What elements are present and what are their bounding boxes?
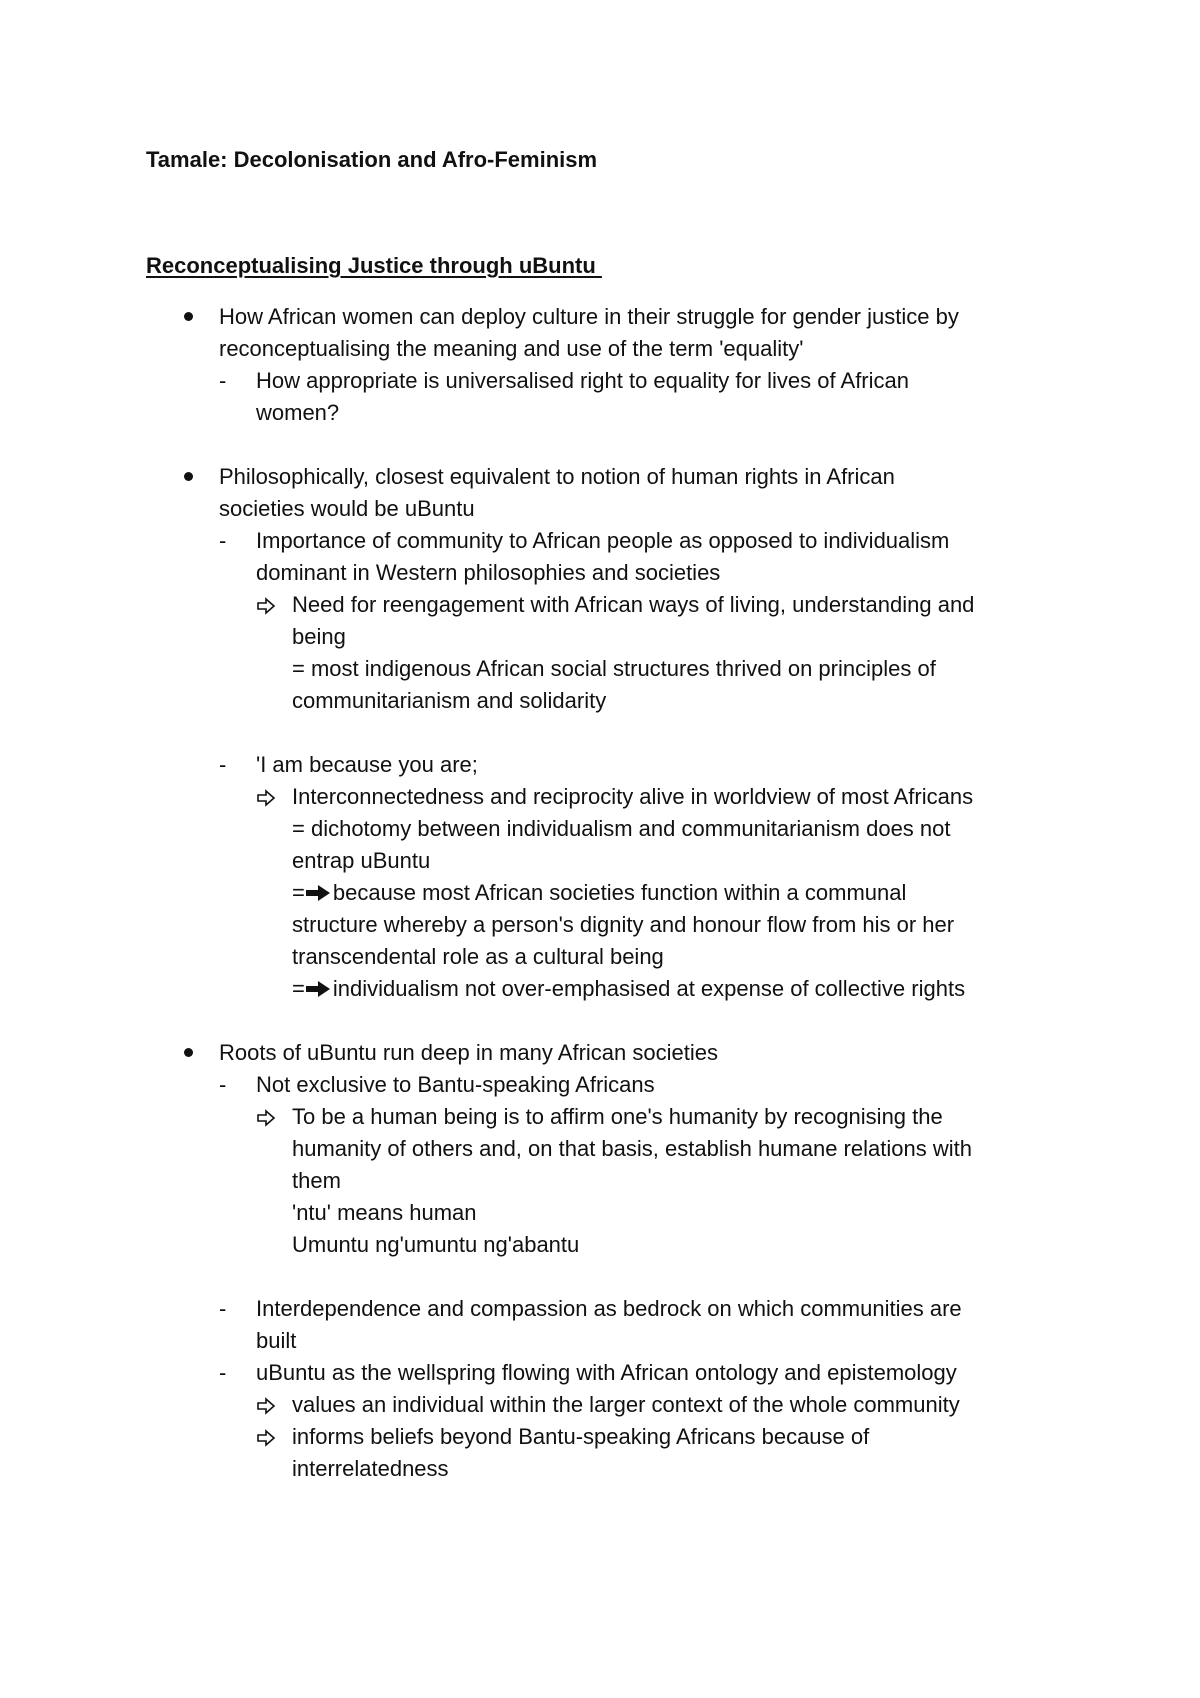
bullet-icon (184, 1048, 193, 1057)
bullet2-line1: Philosophically, closest equivalent to notion of human rights in African (219, 464, 895, 489)
bullet-icon (184, 312, 193, 321)
bullet2-dash1-line1: Importance of community to African people as opposed to individualism (256, 528, 950, 553)
equals-prefix: = (292, 880, 305, 905)
bullet2-dash2-arrow1-line5: structure whereby a person's dignity and honour flow from his or her (292, 912, 955, 937)
bullet1-line1: How African women can deploy culture in their struggle for gender justice by (219, 304, 959, 329)
bullet2-dash2-arrow1-line6: transcendental role as a cultural being (292, 944, 664, 969)
dash-marker: - (219, 1296, 227, 1321)
bullet3-dash1-arrow1-line2: humanity of others and, on that basis, establish humane relations with (292, 1136, 972, 1161)
bullet3-dash2-line2: built (256, 1328, 297, 1353)
bullet2-dash2-arrow1-line4: because most African societies function within a communal (332, 880, 907, 905)
bullet2-dash2-arrow1-line3: entrap uBuntu (292, 848, 431, 873)
bullet3-dash1-arrow1-line4: 'ntu' means human (292, 1200, 477, 1225)
outline-arrow-icon (256, 1397, 276, 1415)
document-title: Tamale: Decolonisation and Afro-Feminism (146, 147, 598, 172)
bullet2-dash2-arrow1-line4-row (292, 877, 906, 909)
bullet2-dash2-arrow1-line7-row (292, 973, 965, 1005)
bullet2-dash2-arrow1-line2: = dichotomy between individualism and communitarianism does not (292, 816, 951, 841)
dash-marker: - (219, 1072, 227, 1097)
bullet3-dash3-arrow2-line2: interrelatedness (292, 1456, 449, 1481)
outline-arrow-icon (256, 1109, 276, 1127)
bullet2-dash1-arrow1-line4: communitarianism and solidarity (292, 688, 607, 713)
outline-arrow-icon (256, 597, 276, 615)
bullet3-dash3-line1: uBuntu as the wellspring flowing with African ontology and epistemology (256, 1360, 957, 1385)
bullet2-dash1-line2: dominant in Western philosophies and societies (256, 560, 721, 585)
outline-arrow-icon (256, 789, 276, 807)
bold-arrow-icon (305, 980, 331, 998)
bullet1-line2: reconceptualising the meaning and use of the term 'equality' (219, 336, 804, 361)
bullet3-dash3-arrow1: values an individual within the larger context of the whole community (292, 1392, 960, 1417)
outline-arrow-icon (256, 1429, 276, 1447)
bullet2-dash2-arrow1-line7: individualism not over-emphasised at expense of collective rights (332, 976, 966, 1001)
equals-prefix: = (292, 976, 305, 1001)
bullet2-line2: societies would be uBuntu (219, 496, 475, 521)
dash-marker: - (219, 1360, 227, 1385)
dash-marker: - (219, 528, 227, 553)
bullet2-dash1-arrow1-line3: = most indigenous African social structures thrived on principles of (292, 656, 936, 681)
bullet3-dash1-arrow1-line1: To be a human being is to affirm one's humanity by recognising the (292, 1104, 943, 1129)
bullet2-dash1-arrow1-line2: being (292, 624, 346, 649)
dash-marker: - (219, 368, 227, 393)
bullet3-dash1-line1: Not exclusive to Bantu-speaking Africans (256, 1072, 655, 1097)
bullet1-dash1-line2: women? (256, 400, 340, 425)
bullet3-line1: Roots of uBuntu run deep in many African societies (219, 1040, 718, 1065)
bold-arrow-icon (305, 884, 331, 902)
bullet3-dash1-arrow1-line5: Umuntu ng'umuntu ng'abantu (292, 1232, 580, 1257)
bullet3-dash2-line1: Interdependence and compassion as bedrock on which communities are (256, 1296, 962, 1321)
dash-marker: - (219, 752, 227, 777)
bullet-icon (184, 472, 193, 481)
bullet2-dash2-line1: 'I am because you are; (256, 752, 478, 777)
bullet2-dash2-arrow1-line1: Interconnectedness and reciprocity alive in worldview of most Africans (292, 784, 974, 809)
bullet3-dash1-arrow1-line3: them (292, 1168, 341, 1193)
bullet2-dash1-arrow1-line1: Need for reengagement with African ways of living, understanding and (292, 592, 975, 617)
section-heading: Reconceptualising Justice through uBuntu (146, 253, 602, 278)
bullet3-dash3-arrow2-line1: informs beliefs beyond Bantu-speaking Africans because of (292, 1424, 870, 1449)
bullet1-dash1-line1: How appropriate is universalised right to equality for lives of African (256, 368, 909, 393)
